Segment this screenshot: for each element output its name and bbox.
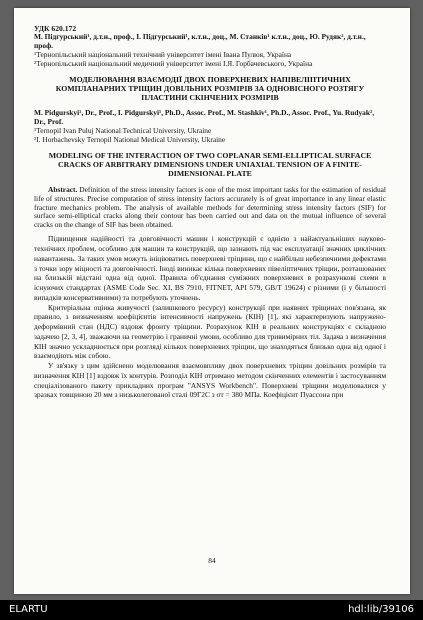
affiliation-ua-1: ¹Тернопільський національний технічний університет імені Івана Пулюя, Україна	[34, 49, 292, 59]
abstract	[34, 186, 386, 230]
body-text	[34, 234, 386, 400]
page-number: 84	[208, 556, 216, 565]
udk-code: УДК 620.172	[34, 24, 77, 33]
body-paragraph-3: У зв'язку з цим здійснено моделювання взаємовпливу двох поверхневих тріщин довільних розмірів та визначення КІН [1] вздовж їх контурів. Розподіл КІН отримано методом скінченних елементів і застосуванням спеціалізованого пакету прикладних програм "ANSYS Workbench". Поверхневі тріщини моделювалися у зразках товщиною 20 мм з низьколегованої сталі 09Г2С з σт = 380 МПа. Коефіцієнт Пуассона при	[34, 361, 386, 400]
affiliation-en-2: ²I. Horbachevsky Ternopil National Medical University, Ukraine	[34, 135, 226, 145]
footer-bar	[0, 600, 423, 620]
affiliation-en-1: ¹Ternopil Ivan Puluj National Technical University, Ukraine	[34, 126, 212, 136]
handle-id: hdl:lib/39106	[348, 604, 414, 615]
body-paragraph-2: Критеріальна оцінка живучості (залишкового ресурсу) конструкції при наявних тріщинах пов'язана, як правило, з визначенням коефіцієнтів інтенсивності напружень (КІН) [1], які характеризують напружено-деформівний стан (НДС) вздовж фронту тріщини. Розрахунок КІН в реальних конструкціях є складною задачею [2, 3, 4], зважаючи на геометрію і граничні умови, особливо для тривимірних тіл. Задача з визначення КІН значно ускладнюється при розгляді кількох поверхневих тріщин, що знаходяться близько одна від одної і взаємодіють між собою.	[34, 302, 386, 361]
page-scan	[14, 8, 410, 594]
affiliation-ua-2: ²Тернопільський національний медичний університет імені І.Я. Горбачевського, Україна	[34, 58, 313, 68]
title-en: MODELING OF THE INTERACTION OF TWO COPLANAR SEMI-ELLIPTICAL SURFACE CRACKS OF ARBITRARY DIMENSIONS UNDER UNIAXIAL TENSION OF A FINITE-DIMENSIONAL PLATE	[48, 150, 372, 178]
article-content	[34, 22, 386, 400]
authors-ua: М. Підгурський¹, д.т.н., проф., І. Підгурський¹, к.т.н., доц., М. Станків¹ к.т.н., доц., Ю. Рудяк², д.т.н., проф.	[34, 32, 366, 50]
authors-en: M. Pidgurskyi¹, Dr., Prof., I. Pidgurskyi¹, Ph.D., Assoc. Prof., M. Stashkiv¹, Ph.D., Assoc. Prof., Yu. Rudyak², Dr., Prof.	[34, 108, 375, 127]
repository-name: ELARTU	[9, 604, 48, 615]
body-paragraph-1: Підвищення надійності та довговічності машин і конструкцій є однією з найактуальніших науково-технічних проблем, особливо для машин та конструкцій, що зазнають під час експлуатації значних циклічних навантажень. За таких умов можуть ініціюватись поверхневі тріщини, що є найбільш небезпечними дефектами з точки зору міцності та довговічності. Іноді виникає кілька поверхневих півеліптичних тріщин, розташованих на близькій відстані одна від одної. Правила об'єднання суміжних поверхневих в розрахункові схеми в існуючих стандартах (ASME Code Sec. XI, BS 7910, FITNET, API 579, GB/T 19624) є різними (і у більшості випадків консервативними) та потребують уточнень.	[34, 234, 386, 302]
abstract-label: Abstract.	[48, 184, 78, 194]
abstract-text: Definition of the stress intensity factors is one of the most important tasks for the estimation of residual life of structures. Precise computation of stress intensity factors accurately is of great importance in any linear elastic fracture mechanics problem. The analysis of available methods for determining stress intensity factors (SIF) for surface semi-elliptical cracks along their contour has been carried out and data on the mutual influence of several cracks on the change of SIF has been obtained.	[34, 184, 386, 230]
title-ua: МОДЕЛЮВАННЯ ВЗАЄМОДІЇ ДВОХ ПОВЕРХНЕВИХ НАПІВЕЛІПТИЧНИХ КОМПЛАНАРНИХ ТРІЩИН ДОВІЛЬНИХ РОЗМІРІВ ЗА ОДНОВІСНОГО РОЗТЯГУ ПЛАСТИНИ СКІНЧЕНИХ РОЗМІРІВ	[55, 74, 365, 102]
